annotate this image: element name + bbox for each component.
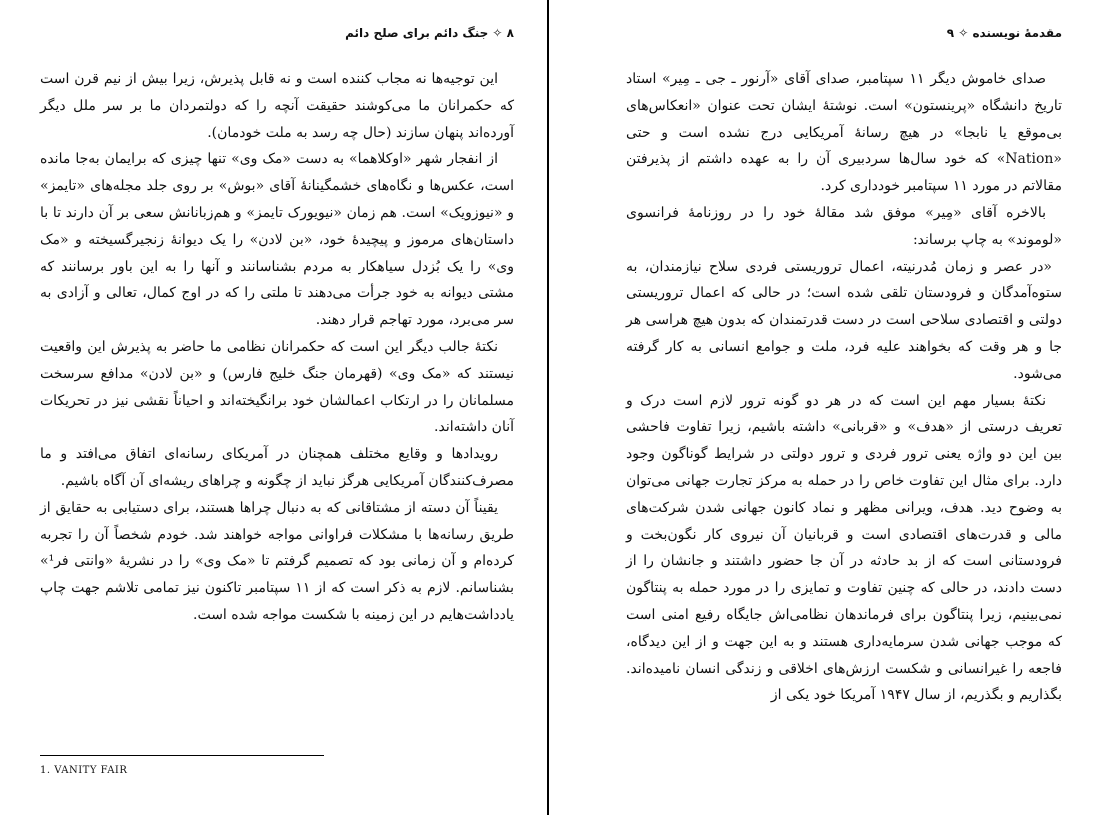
paragraph: یقیناً آن دسته از مشتاقانی که به دنبال چراها هستند، برای دستیابی به حقایق از طریق رسانه‌ها با مشکلات فراوانی مواجه خواهند شد. خودم شخصاً آن را تجربه کرده‌ام و آن زمانی بود که تصمیم گرفتم تا «مک وی» را در نشریهٔ «وانتی فر¹» بشناسانم. لازم به ذکر است که از ۱۱ سپتامبر تاکنون نیز تمامی تلاشم جهت چاپ یادداشت‌هایم در این زمینه با شکست مواجه شده است. (40, 499, 514, 623)
paragraph: نکتهٔ بسیار مهم این است که در هر دو گونه ترور لازم است درک و تعریف درستی از «هدف» و «قربانی» داشته باشیم، زیرا تفاوت فاحشی بین این دو واژه یعنی ترور فردی و ترور دولتی در شرایط گوناگون وجود دارد. برای مثال این تفاوت خاص را در حمله به مرکز تجارت جهانی می‌توان به وضوح دید. هدف، ویرانی مظهر و نماد کانون جهانی شدن شرکت‌های مالی و قدرت‌های اقتصادی است و قربانیان آن نیروی کار نگون‌بخت و فرودستانی است که از بد حادثه در آن جا حضور داشتند و جانشان را از دست دادند، در حالی که چنین تفاوت و تمایزی را در مورد حمله به پنتاگون نمی‌بینیم، زیرا پنتاگون برای فرماندهان نظامی‌اش جایگاه رفیع امنی است که موجب جهانی شدن سرمایه‌داری هستند و به این جهت و از این دیدگاه، فاجعه را غیرانسانی و شکست ارزش‌های اخلاقی و زندگی انسان نامیده‌اند. بگذاریم و بگذریم، از سال ۱۹۴۷ آمریکا خود یکی از (626, 392, 1062, 704)
page-gutter-divider (547, 0, 549, 815)
block-quote: «در عصر و زمان مُدرنیته، اعمال تروریستی فردی سلاح نیازمندان، به ستوه‌آمدگان و فرودستان تلقی شده است؛ در حالی که اعمال تروریستی دولتی و اقتصادی سلاحی است در دست قدرتمندان که بدون هیچ هراسی هر جا و هر وقت که بخواهند علیه فرد، ملت و جوامع انسانی به کار گرفته می‌شود. (626, 258, 1062, 382)
right-page (626, 0, 1062, 815)
right-page-body (626, 66, 1062, 709)
left-page (40, 0, 514, 815)
paragraph: از انفجار شهر «اوکلاهما» به دست «مک وی» تنها چیزی که برایمان به‌جا مانده است، عکس‌ها و نگاه‌های خشمگینانهٔ آقای «بوش» بر روی جلد مجله‌های «تایمز» و «نیوزویک» است. هم زمان «نیویورک تایمز» و هم‌زبانانش سعی بر آن دارند تا با داستان‌های مرموز و پیچیدهٔ خود، «بن لادن» را یک دیوانهٔ زنجیرگسیخته و «مک وی» را یک بُزدل سیاهکار به مردم بشناسانند و آنها را به این باور برسانند که مشتی دیوانه به خود جرأت می‌دهند تا ملتی را که در اوج کمال، تعالی و آزادی به سر می‌برد، مورد تهاجم قرار دهند. (40, 151, 514, 329)
footnote: 1. VANITY FAIR (40, 765, 128, 776)
paragraph: نکتهٔ جالب دیگر این است که حکمرانان نظامی ما حاضر به پذیرش این واقعیت نیستند که «مک وی» (قهرمان جنگ خلیج فارس) و «بن لادن» مدافع سرسخت مسلمانان را در ارتکاب اعمالشان خود برانگیخته‌اند و احیاناً نقشی نیز در تحریکات آنان داشته‌اند. (40, 338, 514, 436)
footnote-divider (40, 755, 324, 756)
left-page-header: ۸ ✧ جنگ دائم برای صلح دائم (345, 26, 514, 40)
right-page-header: مقدمهٔ نویسنده ✧ ۹ (946, 26, 1062, 40)
paragraph: این توجیه‌ها نه مجاب کننده است و نه قابل پذیرش، زیرا بیش از نیم قرن است که حکمرانان ما می‌کوشند حقیقت آنچه را که دولتمردان ما بر سر ملل دیگر آورده‌اند پنهان سازند (حال چه رسد به ملت خودمان). (40, 71, 514, 141)
paragraph: صدای خاموش دیگر ۱۱ سپتامبر، صدای آقای «آرنور ـ جی ـ مِیر» استاد تاریخ دانشگاه «پرینستون» است. نوشتهٔ ایشان تحت عنوان «انعکاس‌های بی‌موقع یا نابجا» در هیچ رسانهٔ آمریکایی درج نشده است و حتی «Nation» که خود سال‌ها سردبیری آن را به عهده داشتم از پذیرفتن مقالاتم در مورد ۱۱ سپتامبر خودداری کرد. (626, 71, 1062, 195)
left-page-body (40, 66, 514, 629)
paragraph: بالاخره آقای «مِیر» موفق شد مقالهٔ خود را در روزنامهٔ فرانسوی «لوموند» به چاپ برساند: (626, 204, 1062, 248)
paragraph: رویدادها و وقایع مختلف همچنان در آمریکای رسانه‌ای اتفاق می‌افتد و ما مصرف‌کنندگان آمریکایی هرگز نباید از چگونه و چراهای ریشه‌ای آن آگاه باشیم. (40, 446, 514, 489)
